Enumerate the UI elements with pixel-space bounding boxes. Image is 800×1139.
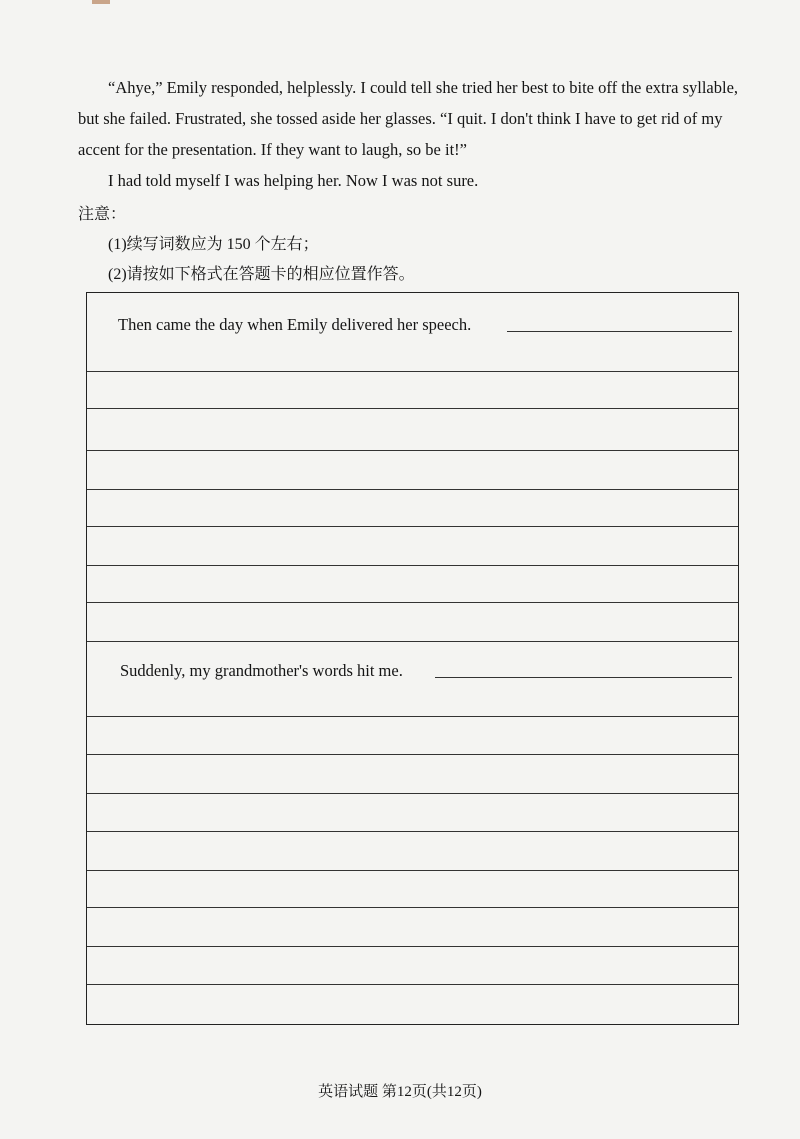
continuation-prompt-2: Suddenly, my grandmother's words hit me. — [120, 661, 403, 680]
story-paragraph-2 — [78, 165, 744, 196]
writing-line — [87, 602, 738, 603]
story-text-1: “Ahye,” Emily responded, helplessly. I could tell she tried her best to bite off the extra syllable, but she failed. Frustrated, she tossed aside her glasses. “I quit. I don't think I have to get rid of my accent for the presentation. If they want to laugh, so be it!” — [78, 78, 739, 159]
writing-line — [87, 489, 738, 490]
page-footer: 英语试题 第12页(共12页) — [318, 1084, 482, 1100]
top-edge-mark — [92, 0, 110, 4]
writing-line — [87, 754, 738, 755]
story-paragraph-1 — [78, 72, 744, 165]
writing-line — [87, 793, 738, 794]
writing-line — [87, 907, 738, 908]
writing-line — [87, 870, 738, 871]
answer-box — [86, 292, 739, 1025]
continuation-prompt-1: Then came the day when Emily delivered her speech. — [118, 315, 472, 334]
writing-line — [87, 984, 738, 985]
writing-line — [435, 677, 732, 678]
writing-line — [87, 831, 738, 832]
writing-line — [87, 450, 738, 451]
notes-item-word-count: (1)续写词数应为 150 个左右； — [108, 236, 319, 253]
writing-line — [87, 716, 738, 717]
writing-line — [87, 946, 738, 947]
writing-line — [87, 408, 738, 409]
story-text-2: I had told myself I was helping her. Now I was not sure. — [108, 171, 479, 190]
notes-section — [78, 200, 415, 290]
writing-line — [87, 526, 738, 527]
writing-line — [87, 371, 738, 372]
writing-line — [87, 565, 738, 566]
notes-heading: 注意： — [78, 206, 127, 223]
notes-item-format: (2)请按如下格式在答题卡的相应位置作答。 — [108, 266, 415, 283]
writing-line — [507, 331, 732, 332]
writing-line — [87, 641, 738, 642]
